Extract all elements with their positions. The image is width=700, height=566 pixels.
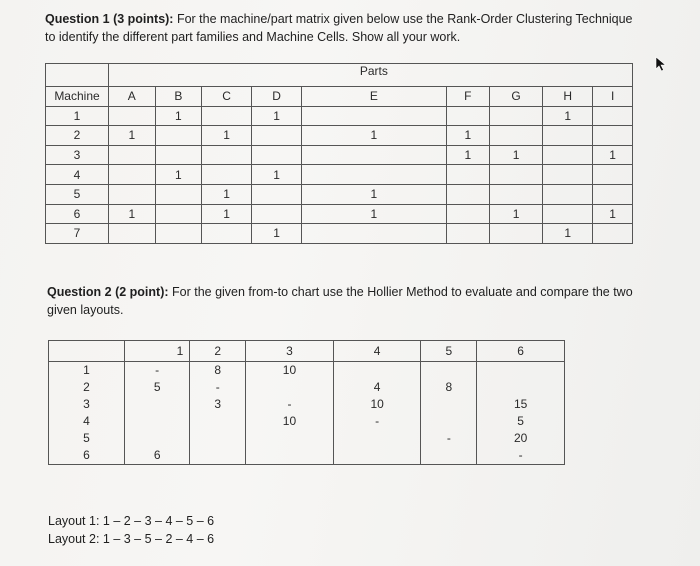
column-header: F	[446, 87, 489, 107]
cell: -	[375, 414, 380, 428]
cell	[489, 126, 542, 146]
layout-2: Layout 2: 1 – 3 – 5 – 2 – 4 – 6	[48, 532, 215, 546]
cell: 1	[109, 126, 156, 146]
cell: 1	[202, 204, 252, 224]
cell: 1	[446, 145, 489, 165]
column-to-1	[125, 362, 190, 465]
cell	[155, 145, 202, 165]
cell: 1	[593, 145, 633, 165]
cell	[446, 204, 489, 224]
cell	[109, 145, 156, 165]
question-1-heading: Question 1 (3 points):	[45, 12, 174, 26]
cell: -	[287, 397, 292, 411]
cell	[252, 126, 302, 146]
from-to-chart	[48, 340, 565, 465]
column-header: A	[109, 87, 156, 107]
column-to-2	[190, 362, 246, 465]
cell	[543, 126, 593, 146]
table-row	[46, 145, 633, 165]
row-labels	[49, 362, 125, 465]
cell: 10	[282, 414, 297, 428]
column-header: D	[252, 87, 302, 107]
column-to-4	[333, 362, 421, 465]
cell	[192, 430, 243, 447]
column-header: B	[155, 87, 202, 107]
cell	[127, 413, 187, 430]
cell: 8	[214, 363, 222, 377]
cell	[593, 184, 633, 204]
cell	[543, 184, 593, 204]
cell	[302, 145, 447, 165]
cell	[192, 413, 243, 430]
cell	[446, 165, 489, 185]
cell	[593, 106, 633, 126]
cell: -	[215, 380, 220, 394]
parts-label: Parts	[302, 64, 447, 87]
machine-id: 4	[46, 165, 109, 185]
cell	[489, 165, 542, 185]
cell: 1	[109, 204, 156, 224]
cell: 1	[593, 204, 633, 224]
cell: 20	[513, 431, 528, 445]
cell	[155, 126, 202, 146]
cell	[446, 106, 489, 126]
cell: 1	[252, 165, 302, 185]
column-to-3	[246, 362, 334, 465]
layouts-block	[48, 512, 214, 548]
cursor-arrow-icon	[655, 56, 667, 72]
cell: 1	[489, 204, 542, 224]
cell	[192, 447, 243, 464]
cell	[593, 126, 633, 146]
cell	[489, 184, 542, 204]
cell	[336, 447, 419, 464]
table-row	[46, 204, 633, 224]
column-header: 3	[246, 341, 334, 362]
row-label: 3	[83, 397, 90, 411]
cell	[489, 224, 542, 244]
cell	[543, 165, 593, 185]
cell: 10	[370, 397, 384, 411]
machine-id: 6	[46, 204, 109, 224]
machine-id: 3	[46, 145, 109, 165]
cell: 1	[302, 184, 447, 204]
table-row	[46, 126, 633, 146]
cell: 4	[373, 380, 381, 394]
table-row	[46, 106, 633, 126]
row-label: 2	[83, 380, 90, 394]
cell: 1	[302, 204, 447, 224]
cell	[336, 362, 419, 379]
cell	[109, 165, 156, 185]
cell	[252, 184, 302, 204]
cell: 15	[513, 397, 528, 411]
cell: 1	[155, 165, 202, 185]
row-label: 5	[83, 431, 90, 445]
cell	[127, 396, 187, 413]
cell	[423, 362, 474, 379]
cell	[479, 379, 562, 396]
machine-id: 5	[46, 184, 109, 204]
cell: 8	[445, 380, 453, 394]
corner-cell	[49, 341, 125, 362]
column-header: 1	[125, 341, 190, 362]
row-label: 6	[83, 448, 90, 462]
cell	[248, 447, 331, 464]
from-to-body	[49, 362, 565, 465]
cell	[252, 145, 302, 165]
machine-id: 1	[46, 106, 109, 126]
cell: 1	[155, 106, 202, 126]
cell	[543, 145, 593, 165]
cell: 1	[202, 126, 252, 146]
table-row	[46, 224, 633, 244]
cell: 1	[252, 106, 302, 126]
cell: -	[446, 431, 451, 445]
cell	[252, 204, 302, 224]
cell	[593, 165, 633, 185]
cell	[202, 106, 252, 126]
machine-id: 2	[46, 126, 109, 146]
question-2-heading: Question 2 (2 point):	[47, 285, 169, 299]
cell: 1	[489, 145, 542, 165]
cell	[248, 430, 331, 447]
cell	[543, 204, 593, 224]
cell	[302, 106, 447, 126]
cell	[155, 204, 202, 224]
row-label: 1	[83, 363, 90, 377]
layout-1: Layout 1: 1 – 2 – 3 – 4 – 5 – 6	[48, 514, 215, 528]
cell: 1	[202, 184, 252, 204]
column-header: 6	[477, 341, 565, 362]
machine-id: 7	[46, 224, 109, 244]
cell	[446, 224, 489, 244]
cell: 1	[302, 126, 447, 146]
cell	[202, 145, 252, 165]
cell	[127, 430, 187, 447]
cell: 5	[153, 380, 161, 394]
cell: 1	[543, 106, 593, 126]
table-row	[46, 165, 633, 185]
column-header: C	[202, 87, 252, 107]
cell	[202, 165, 252, 185]
cell	[423, 396, 474, 413]
cell	[109, 224, 156, 244]
cell	[302, 165, 447, 185]
column-header-row	[46, 87, 633, 107]
cell: -	[518, 448, 523, 462]
row-label: 4	[83, 414, 90, 428]
cell	[202, 224, 252, 244]
cell	[593, 224, 633, 244]
from-to-header-row	[49, 341, 565, 362]
column-header: H	[543, 87, 593, 107]
cell: 1	[252, 224, 302, 244]
cell	[446, 184, 489, 204]
column-header: E	[302, 87, 447, 107]
cell	[109, 184, 156, 204]
column-to-5	[421, 362, 477, 465]
cell: 10	[282, 363, 297, 377]
cell	[248, 379, 331, 396]
column-header: I	[593, 87, 633, 107]
cell	[423, 413, 474, 430]
question-1	[45, 10, 645, 46]
question-2-body: For the given from-to chart use the Hollier Method to evaluate and compare the two given layouts.	[47, 285, 633, 317]
machine-part-matrix	[45, 63, 633, 244]
cell	[336, 430, 419, 447]
cell	[479, 362, 562, 379]
question-2	[47, 283, 647, 319]
cell	[155, 224, 202, 244]
cell: 1	[543, 224, 593, 244]
column-to-6	[477, 362, 565, 465]
cell	[109, 106, 156, 126]
column-header: 5	[421, 341, 477, 362]
table-row	[46, 184, 633, 204]
question-1-body: For the machine/part matrix given below use the Rank-Order Clustering Technique to identify the different part families and Machine Cells. Show all your work.	[45, 12, 633, 44]
cell: 1	[446, 126, 489, 146]
parts-header-row	[46, 64, 633, 87]
cell	[423, 447, 474, 464]
cell: 5	[517, 414, 524, 428]
machine-label: Machine	[46, 87, 109, 107]
cell: 6	[153, 448, 161, 462]
cell: -	[155, 363, 160, 377]
column-header: 4	[333, 341, 421, 362]
cell	[489, 106, 542, 126]
cell	[302, 224, 447, 244]
cell	[155, 184, 202, 204]
column-header: 2	[190, 341, 246, 362]
column-header: G	[489, 87, 542, 107]
cell: 3	[214, 397, 222, 411]
